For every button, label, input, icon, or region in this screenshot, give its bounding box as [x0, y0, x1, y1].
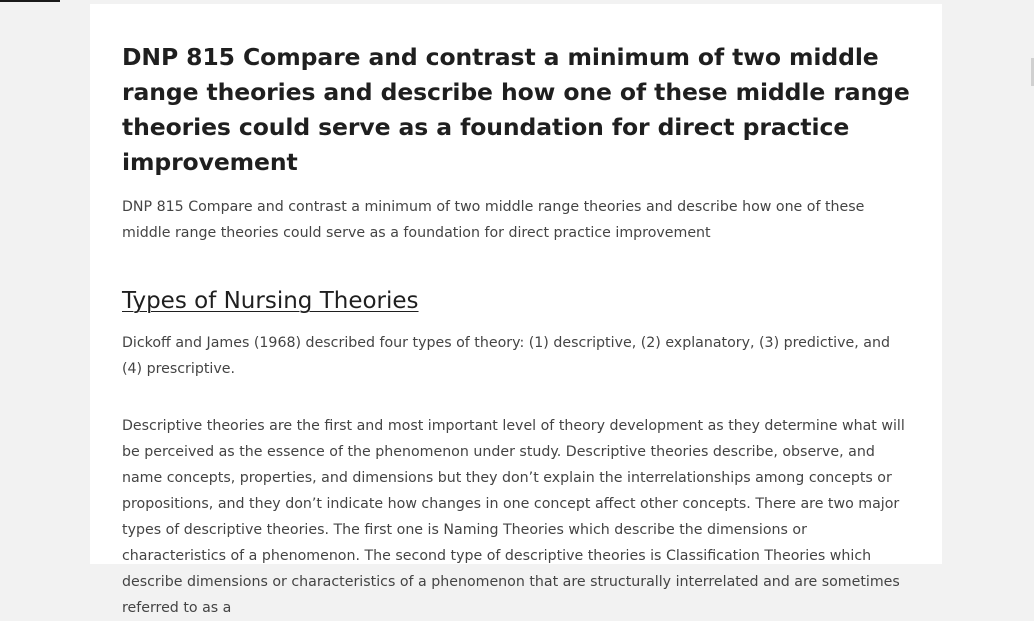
article-card	[90, 4, 942, 616]
intro-paragraph: DNP 815 Compare and contrast a minimum of two middle range theories and describe how one of these middle range theories could serve as a foundation for direct practice improvement	[122, 199, 865, 241]
top-accent-bar	[0, 0, 60, 2]
body-paragraph-1: Dickoff and James (1968) described four types of theory: (1) descriptive, (2) explanatory, (3) predictive, and (4) prescriptive.	[122, 335, 890, 377]
section-heading-types-of-nursing-theories[interactable]: Types of Nursing Theories	[122, 288, 419, 314]
body-paragraph-2: Descriptive theories are the first and most important level of theory development as they determine what will be perceived as the essence of the phenomenon under study. Descriptive theories describe, observe, and name concepts, properties, and dimensions but they don’t explain the interrelationships among concepts or propositions, and they don’t indicate how changes in one concept affect other concepts. There are two major types of descriptive theories. The first one is Naming Theories which describe the dimensions or characteristics of a phenomenon. The second type of descriptive theories is Classification Theories which describe dimensions or characteristics of a phenomenon that are structurally interrelated and are sometimes referred to as a	[122, 418, 905, 616]
page-title: DNP 815 Compare and contrast a minimum of two middle range theories and describe how one of these middle range theories could serve as a foundation for direct practice improvement	[122, 43, 910, 176]
